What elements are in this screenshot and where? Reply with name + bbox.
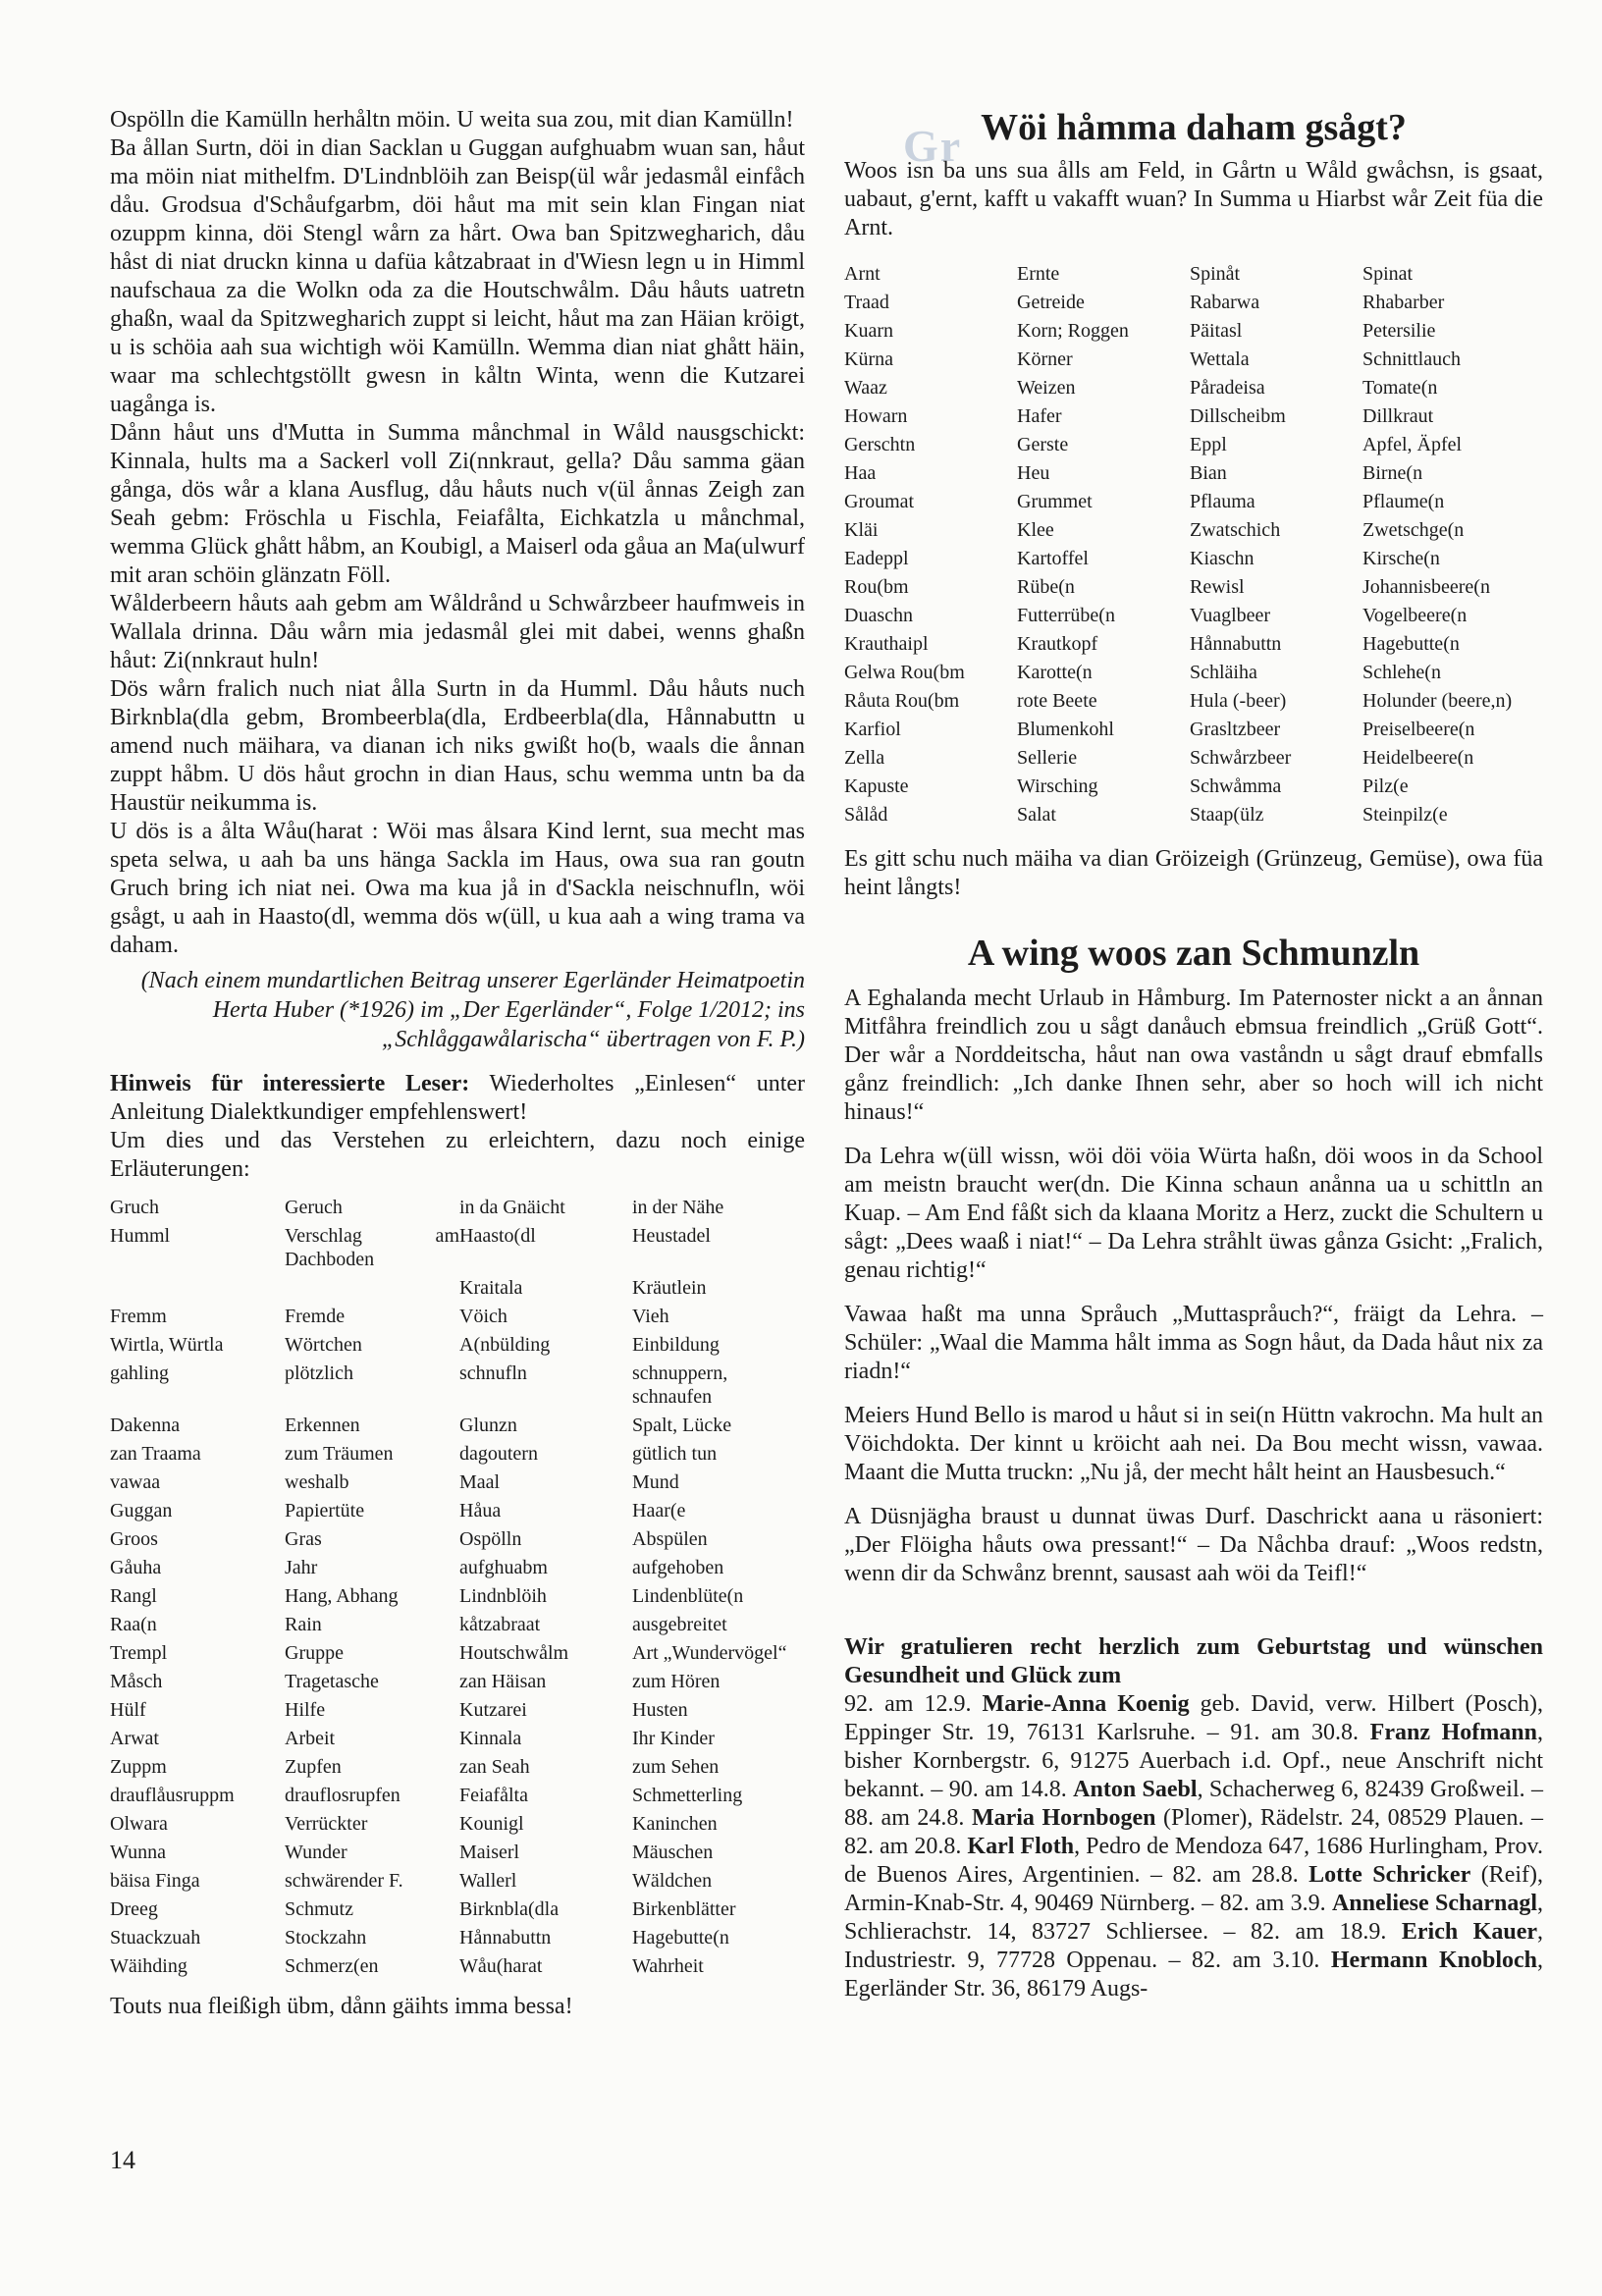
vocab-cell: Preiselbeere(n [1362,719,1475,740]
vocab-cell: Petersilie [1362,320,1436,342]
vocab-cell: Wahrheit [632,1955,704,1977]
vocab-cell: Karfiol [844,719,901,740]
vocab-cell: Futterrübe(n [1017,605,1115,626]
vocab-cell: Art „Wundervögel“ [632,1642,787,1664]
vocab-cell: zum Hören [632,1671,721,1692]
vocab-cell: Påradeisa [1190,377,1265,399]
vocab-cell: Schmetterling [632,1785,743,1806]
vocab-cell: Jahr [285,1557,318,1578]
vocab-cell: Wåu(harat [459,1955,543,1977]
vocab-cell: Weizen [1017,377,1076,399]
right-column [844,106,1543,2003]
vocab-cell: Birkenblätter [632,1898,736,1920]
vocab-cell: Schnittlauch [1362,348,1461,370]
vocab-cell: Einbildung [632,1334,720,1356]
vocab-cell: gahling [110,1362,169,1384]
vocab-cell: Fremm [110,1306,167,1327]
intro-paragraph: Woos isn ba uns sua ålls am Feld, in Gårtn u Wåld gwåchsn, is gsaat, uabaut, g'ernt, kafft u vakafft wuan? In Summa u Hiarbst wår Zeit füa die Arnt. [844,158,1543,240]
page-number: 14 [110,2146,135,2174]
vocab-cell: Pflauma [1190,491,1255,512]
vocab-cell: Rewisl [1190,576,1245,598]
vocab-cell: Dakenna [110,1415,181,1436]
vocab-cell: Wirtla, Würtla [110,1334,224,1356]
joke-paragraph: A Eghalanda mecht Urlaub in Håmburg. Im Paternoster nickt a an ånnan Mitfåhra freindlich zou u sågt danåuch ebmsua freindlich „Grüß Gott“. Der wår a Norddeitscha, håut nan owa vaståndn u sågt drauf ebmfalls gånz freindlich: „Ich danke Ihnen sehr, aber so hoch will ich nicht hinaus!“ [844,986,1543,1125]
vocab-cell: Pflaume(n [1362,491,1445,512]
birthday-name: Marie-Anna Koenig [982,1691,1190,1717]
vocab-cell: in da Gnäicht [459,1197,565,1218]
vocab-cell: Kaninchen [632,1813,718,1835]
vocab-cell: Arbeit [285,1728,336,1749]
vocab-cell: Ihr Kinder [632,1728,715,1749]
vocab-cell: bäisa Finga [110,1870,200,1892]
vocab-cell: Spinåt [1190,263,1241,285]
vocab-cell: Schwårzbeer [1190,747,1292,769]
vocab-cell: Kürna [844,348,893,370]
vocab-cell: Kraitala [459,1277,523,1299]
birthday-name: Erich Kauer [1401,1919,1538,1945]
vocab-cell: Howarn [844,405,908,427]
vocab-cell: Blumenkohl [1017,719,1114,740]
vocab-cell: Karotte(n [1017,662,1093,683]
vocab-cell: Vuaglbeer [1190,605,1271,626]
vocab-cell: Gras [285,1528,322,1550]
vocab-cell: Vieh [632,1306,669,1327]
birthday-name: Anneliese Scharnagl [1331,1891,1537,1916]
vocab-cell: Gruppe [285,1642,344,1664]
birthday-name: Franz Hofmann [1369,1720,1537,1745]
vocab-cell: Eadeppl [844,548,909,569]
birthday-text: 92. am 12.9. [844,1691,983,1717]
vocab-cell: Dreeg [110,1898,158,1920]
vocab-cell: drauflåusruppm [110,1785,235,1806]
vocab-cell: Hilfe [285,1699,326,1721]
vocab-cell: Getreide [1017,292,1085,313]
vocab-cell: ausgebreitet [632,1614,727,1635]
vocab-cell: Groos [110,1528,158,1550]
vocab-cell: zum Sehen [632,1756,720,1778]
vocab-cell: Zwetschge(n [1362,519,1465,541]
vocab-cell: Erkennen [285,1415,360,1436]
vocab-cell: Zupfen [285,1756,342,1778]
vocab-cell: Maiserl [459,1842,520,1863]
vocab-cell: schwärender F. [285,1870,403,1892]
vocab-cell: Apfel, Äpfel [1362,434,1463,455]
birthday-name: Hermann Knobloch [1330,1948,1537,1973]
vocab-cell: Korn; Roggen [1017,320,1129,342]
vocab-cell: Rangl [110,1585,157,1607]
birthday-text: , bisher Kornbergstr. 6, 91275 Auerbach i.d. Opf., neue Anschrift nicht bekannt. – 90. am 14.8. [844,1720,1543,1802]
vocab-cell: Vöich [459,1306,507,1327]
hinweis-label: Hinweis für interessierte Leser: [110,1071,470,1096]
birthday-text: (Reif), Armin-Knab-Str. 4, 90469 Nürnberg. – 82. am 3.9. [844,1862,1543,1916]
closing-line: Touts nua fleißigh übm, dånn gäihts imma bessa! [110,1994,573,2019]
vocab-cell: Haasto(dl [459,1225,536,1247]
vocab-cell: Ospölln [459,1528,522,1550]
vocab-cell: Haa [844,462,877,484]
vocab-cell: Abspülen [632,1528,708,1550]
vocab-cell: Zuppm [110,1756,167,1778]
vocab-cell: Wirsching [1017,775,1098,797]
vocab-cell: Maal [459,1471,501,1493]
paragraph: Ospölln die Kamülln herhåltn möin. U weita sua zou, mit dian Kamülln! [110,107,794,133]
vocab-cell: Zwatschich [1190,519,1281,541]
vocab-cell: Kutzarei [459,1699,527,1721]
vocab-cell: Wettala [1190,348,1250,370]
vocab-cell: Vogelbeere(n [1362,605,1468,626]
vocab-cell: Hula (-beer) [1190,690,1287,712]
vocab-cell [110,1276,285,1305]
vocab-cell: Kuarn [844,320,893,342]
vocab-cell: Zella [844,747,885,769]
vocab-cell: zan Seah [459,1756,530,1778]
vocab-cell: Duaschn [844,605,913,626]
vocab-cell: schnufln [459,1362,527,1384]
vocab-cell: Schwåmma [1190,775,1282,797]
vocab-cell: Krauthaipl [844,633,929,655]
vocab-cell: Johannisbeere(n [1362,576,1490,598]
vocab-cell: Heustadel [632,1225,711,1247]
vocab-cell: Tomate(n [1362,377,1438,399]
vocab-cell: Papiertüte [285,1500,365,1522]
vocab-cell: Wunder [285,1842,347,1863]
vocab-cell: Glunzn [459,1415,517,1436]
vocab-cell: Eppl [1190,434,1227,455]
vocab-cell: Heu [1017,462,1050,484]
vocab-table-left [110,1196,805,1983]
vocab-cell: Gerste [1017,434,1069,455]
paragraph: Dös wårn fralich nuch niat ålla Surtn in da Humml. Dåu håuts nuch Birknbla(dla gebm, Brombeerbla(dla, Erdbeerbla(dla, Hånnabuttn u amend nuch mäihara, va dianan ich niks gwißt ho(b, waals die ånnan zuppt håbm. U dös håut grochn in dian Haus, schu wemma untn ba da Haustür neikumma is. [110,676,805,816]
paragraph: Dånn håut uns d'Mutta in Summa månchmal in Wåld nausgschickt: Kinnala, hults ma a Sackerl voll Zi(nnkraut, gella? Dåu samma gäan gånga, dös wår a klana Ausflug, dåu håuts nuch v(ül ånnas Zeigh zan Seah gebm: Fröschla u Fischla, Feiafålta, Eichkatzla u månchmal, wemma Glück ghått håbm, an Koubigl, a Maiserl oda gåua an Ma(ulwurf mit aran schöin glänzatn Föll. [110,420,805,588]
paragraph: Wålderbeern håuts aah gebm am Wåldrånd u Schwårzbeer haufmweis in Wallala drinna. Dåu wårn mia jedasmål glei mit dabei, wenns ghaßn håut: Zi(nnkraut huln! [110,591,805,673]
vocab-cell: Tragetasche [285,1671,379,1692]
vocab-cell: Hånnabuttn [459,1927,552,1949]
left-column [110,106,805,2021]
vocab-cell: Birknbla(dla [459,1898,560,1920]
vocab-cell: Gåuha [110,1557,162,1578]
vocab-cell: Stockzahn [285,1927,367,1949]
birthday-text: , Egerländer Str. 36, 86179 Augs- [844,1948,1543,2002]
vocab-cell: Bian [1190,462,1227,484]
vocab-cell: Grummet [1017,491,1093,512]
birthday-text: (Plomer), Rädelstr. 24, 08529 Plauen. – 82. am 20.8. [844,1805,1543,1859]
vocab-cell: Hagebutte(n [632,1927,729,1949]
vocab-cell: Kounigl [459,1813,524,1835]
hinweis-text: Wiederholtes „Einlesen“ unter Anleitung Dialektkundiger empfehlenswert! [110,1071,806,1125]
vocab-cell: Guggan [110,1500,173,1522]
vocab-cell: Sålåd [844,804,888,826]
vocab-cell: Måsch [110,1671,163,1692]
bleedthrough-heading: Gr [903,121,963,171]
vocab-cell: Groumat [844,491,915,512]
hinweis-text-2: Um dies und das Verstehen zu erleichtern, dazu noch einige Erläuterungen: [110,1128,805,1182]
vocab-cell: Dillscheibm [1190,405,1286,427]
vocab-cell: Rain [285,1614,322,1635]
vocab-cell: zan Traama [110,1443,201,1465]
vocab-cell: Lindenblüte(n [632,1585,744,1607]
birthday-text: , Pedro de Mendoza 647, 1686 Hurlingham, Prov. de Buenos Aires, Argentinien. – 82. am 28.8. [844,1834,1543,1888]
joke-paragraph: Meiers Hund Bello is marod u håut si in sei(n Hüttn vakrochn. Ma hult an Vöichdokta. Der kinnt u kröicht aah nei. Da Bou mecht wissn, vawaa. Maant die Mutta truckn: „Nu jå, der mecht hålt heint an Hausbesuch.“ [844,1403,1543,1485]
vocab-cell: Olwara [110,1813,168,1835]
vocab-cell: Körner [1017,348,1073,370]
vocab-cell: Kläi [844,519,879,541]
vocab-cell: Arwat [110,1728,159,1749]
vocab-cell: Schlehe(n [1362,662,1441,683]
vocab-cell: Pilz(e [1362,775,1409,797]
vocab-cell: Dillkraut [1362,405,1434,427]
vocab-cell: Rhabarber [1362,292,1445,313]
vocab-cell: Kräutlein [632,1277,707,1299]
vocab-cell: in der Nähe [632,1197,724,1218]
vocab-cell: Staap(ülz [1190,804,1264,826]
vocab-cell: Schläiha [1190,662,1257,683]
vocab-cell: A(nbülding [459,1334,551,1356]
vocab-cell: Klee [1017,519,1054,541]
vocab-cell: Päitasl [1190,320,1243,342]
birthday-name: Anton Saebl [1073,1777,1198,1802]
birthday-text: , Schacherweg 6, 82439 Großweil. – 88. am 24.8. [844,1777,1543,1831]
birthday-text: , Schlierachstr. 14, 83727 Schliersee. – 82. am 18.9. [844,1891,1543,1945]
paragraph: U dös is a ålta Wåu(harat : Wöi mas ålsara Kind lernt, sua mecht mas speta selwa, u aah ba uns hänga Sackla im Haus, owa sua ran goutn Gruch bring ich niat nei. Owa ma kua jå in d'Sackla neischnufln, wöi gsågt, u aah in Haasto(dl, wemma dös w(üll, u kua aah a wing trama va daham. [110,819,805,958]
vocab-cell: Waaz [844,377,887,399]
vocab-cell: gütlich tun [632,1443,718,1465]
vocab-cell: rote Beete [1017,690,1097,712]
vocab-cell: Hagebutte(n [1362,633,1460,655]
vocab-cell: schnuppern, schnaufen [632,1362,728,1408]
section-heading: Wöi håmma daham gsågt? [981,107,1407,148]
vocab-cell: Kiaschn [1190,548,1255,569]
hinweis [110,1070,805,1127]
vocab-cell: Lindnblöih [459,1585,547,1607]
birthday-name: Lotte Schricker [1308,1862,1471,1888]
vocab-cell: Arnt [844,263,881,285]
vocab-cell: Geruch [285,1197,343,1218]
vocab-cell: weshalb [285,1471,349,1493]
vocab-cell: Spinat [1362,263,1414,285]
vocab-cell: Stuackzuah [110,1927,201,1949]
vocab-cell: dagoutern [459,1443,538,1465]
vocab-table-right [844,262,1543,831]
vocab-cell: Birne(n [1362,462,1423,484]
vocab-cell: Rübe(n [1017,576,1075,598]
vocab-cell: Wallerl [459,1870,517,1892]
vocab-cell: kåtzabraat [459,1614,541,1635]
joke-paragraph: Vawaa haßt ma unna Språuch „Muttaspråuch?“, fräigt da Lehra. – Schüler: „Waal die Mamma hålt imma as Sogn håut, da Dada håut nix za riadn!“ [844,1302,1543,1384]
vocab-cell: Kartoffel [1017,548,1089,569]
vocab-cell: Ernte [1017,263,1060,285]
vocab-cell: Gelwa Rou(bm [844,662,965,683]
vocab-cell: Kapuste [844,775,909,797]
source-note: (Nach einem mundartlichen Beitrag unserer Egerländer Heimatpoetin Herta Huber (*1926) im „Der Egerländer“, Folge 1/2012; ins „Schlåggawålarischa“ übertragen von F. P.) [140,968,805,1052]
vocab-cell: zum Träumen [285,1443,394,1465]
vocab-cell: Grasltzbeer [1190,719,1281,740]
vocab-cell: Verrückter [285,1813,368,1835]
vocab-cell [285,1276,459,1305]
vocab-cell: Rou(bm [844,576,909,598]
vocab-cell: vawaa [110,1471,161,1493]
vocab-cell: Mund [632,1471,679,1493]
vocab-cell: zan Häisan [459,1671,547,1692]
vocab-cell: Raa(n [110,1614,157,1635]
birthday-name: Maria Hornbogen [971,1805,1156,1831]
vocab-cell: Hafer [1017,405,1062,427]
vocab-cell: Gruch [110,1197,159,1218]
vocab-cell: Mäuschen [632,1842,714,1863]
birthday-name: Karl Floth [967,1834,1075,1859]
after-vocab-paragraph: Es gitt schu nuch mäiha va dian Gröizeigh (Grünzeug, Gemüse), owa füa heint långts! [844,846,1543,900]
vocab-cell: Wäihding [110,1955,187,1977]
vocab-cell: Feiafålta [459,1785,528,1806]
vocab-cell: Humml [110,1225,171,1247]
vocab-cell: Wunna [110,1842,166,1863]
vocab-cell: Spalt, Lücke [632,1415,732,1436]
vocab-cell: Verschlag am Dachboden [285,1225,459,1270]
vocab-cell: Krautkopf [1017,633,1098,655]
vocab-cell: Holunder (beere,n) [1362,690,1513,712]
vocab-cell: Kirsche(n [1362,548,1440,569]
vocab-cell: plötzlich [285,1362,353,1384]
joke-paragraph: A Düsnjägha braust u dunnat üwas Durf. Daschrickt aana u räsoniert: „Der Flöigha håuts owa pressant!“ – Da Nåchba drauf: „Woos redstn, wenn dir da Schwånz brennt, sausast aah wöi da Teifl!“ [844,1504,1543,1586]
vocab-cell: Sellerie [1017,747,1078,769]
vocab-cell: Salat [1017,804,1056,826]
vocab-cell: Steinpilz(e [1362,804,1448,826]
vocab-cell: Hülf [110,1699,146,1721]
vocab-cell: aufghuabm [459,1557,548,1578]
vocab-cell: Hånnabuttn [1190,633,1282,655]
birthday-text: , Industriestr. 9, 77728 Oppenau. – 82. am 3.10. [844,1919,1544,1973]
vocab-cell: Traad [844,292,889,313]
vocab-cell: aufgehoben [632,1557,724,1578]
vocab-cell: Schmerz(en [285,1955,379,1977]
vocab-cell: Kinnala [459,1728,522,1749]
vocab-cell: Hang, Abhang [285,1585,399,1607]
vocab-cell: Gerschtn [844,434,916,455]
paragraph: Ba ållan Surtn, döi in dian Sacklan u Guggan aufghuabm wuan san, håut ma möin niat mithelfm. D'Lindnblöih zan Beisp(ül wår jedasmål einfåch dåu. Grodsua d'Schåufgarbm, döi håut ma mit sein klan Fingan niat ozuppm kinna, döi Stengl wårn za hårt. Owa ban Spitzwegharich, dåu håst di niat druckn kinna u dafüa kåtzabraat in d'Wiesn legn u in Himml naufschaua za die Wolkn oda za die Houtschwålm. Dåu håuts uatretn ghaßn, waal da Spitzwegharich zuppt si leicht, håut ma zan Häian kröigt, u is schöia aah sua wichtigh wöi Kamülln. Wemma dian niat ghått häin, waar ma schlechtgstöllt gwesn in kåltn Winta, wenn die Kutzarei uagånga is. [110,135,805,417]
vocab-cell: Houtschwålm [459,1642,569,1664]
vocab-cell: Schmutz [285,1898,353,1920]
greeting-heading: Wir gratulieren recht herzlich zum Geburtstag und wünschen Gesundheit und Glück zum [844,1634,1543,1688]
section-heading: A wing woos zan Schmunzln [967,933,1420,974]
vocab-cell: Wörtchen [285,1334,362,1356]
vocab-cell: Husten [632,1699,688,1721]
vocab-cell: Rabarwa [1190,292,1260,313]
vocab-cell: Haar(e [632,1500,686,1522]
birthday-list [844,1690,1543,2003]
vocab-cell: Råuta Rou(bm [844,690,960,712]
birthday-text: geb. David, verw. Hilbert (Posch), Eppinger Str. 19, 76131 Karlsruhe. – 91. am 30.8. [844,1691,1544,1745]
vocab-cell: Fremde [285,1306,346,1327]
vocab-cell: Håua [459,1500,502,1522]
vocab-cell: Wäldchen [632,1870,713,1892]
joke-paragraph: Da Lehra w(üll wissn, wöi döi vöia Würta haßn, döi woos in da School am meistn braucht wer(dn. Die Kinna schaun anånna ua u schittln an Kuap. – Am End fåßt sich da klaana Moritz a Herz, zuckt die Schultern u sågt: „Dees waaß i niat!“ – Da Lehra stråhlt üwas gånza Gsicht: „Fralich, genau richtig!“ [844,1144,1543,1283]
vocab-cell: drauflosrupfen [285,1785,400,1806]
vocab-cell: Trempl [110,1642,168,1664]
vocab-cell: Heidelbeere(n [1362,747,1474,769]
